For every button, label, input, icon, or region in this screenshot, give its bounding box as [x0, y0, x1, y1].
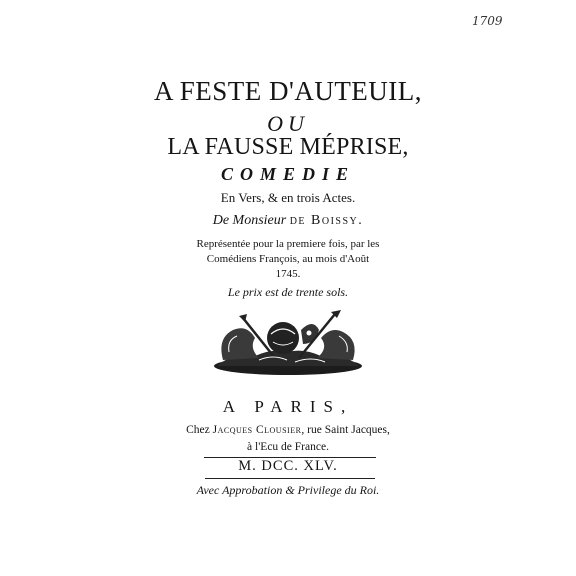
imprint-city: A PARIS,: [222, 397, 354, 416]
title-ou: OU: [267, 111, 309, 136]
author-line: [0, 213, 576, 229]
performance-line-1: Représentée pour la premiere fois, par les: [196, 238, 380, 250]
performance-year: 1745.: [275, 268, 301, 280]
publisher-suffix: , rue Saint Jacques,: [301, 424, 390, 436]
publisher-prefix: Chez: [186, 424, 213, 436]
rule-bottom: [205, 478, 375, 479]
publisher-name: Jacques Clousier: [212, 424, 302, 436]
price-line: Le prix est de trente sols.: [227, 285, 349, 299]
performance-line-2: Comédiens François, au mois d'Août: [206, 253, 370, 265]
form-label: En Vers, & en trois Actes.: [220, 190, 356, 205]
imprint-year: M. DCC. XLV.: [238, 458, 338, 474]
title-line-1: A FESTE D'AUTEUIL,: [153, 76, 423, 106]
approbation-line: Avec Approbation & Privilege du Roi.: [196, 483, 380, 497]
author-prefix: De Monsieur: [212, 213, 290, 228]
genre-label: COMEDIE: [220, 164, 356, 184]
publisher-line: [0, 424, 576, 436]
publisher-address: à l'Ecu de France.: [247, 441, 329, 453]
trophy-ornament-icon: [203, 308, 373, 380]
corner-note: 1709: [472, 14, 503, 28]
title-line-2: LA FAUSSE MÉPRISE,: [167, 134, 409, 160]
author-name: de Boissy.: [289, 213, 364, 228]
